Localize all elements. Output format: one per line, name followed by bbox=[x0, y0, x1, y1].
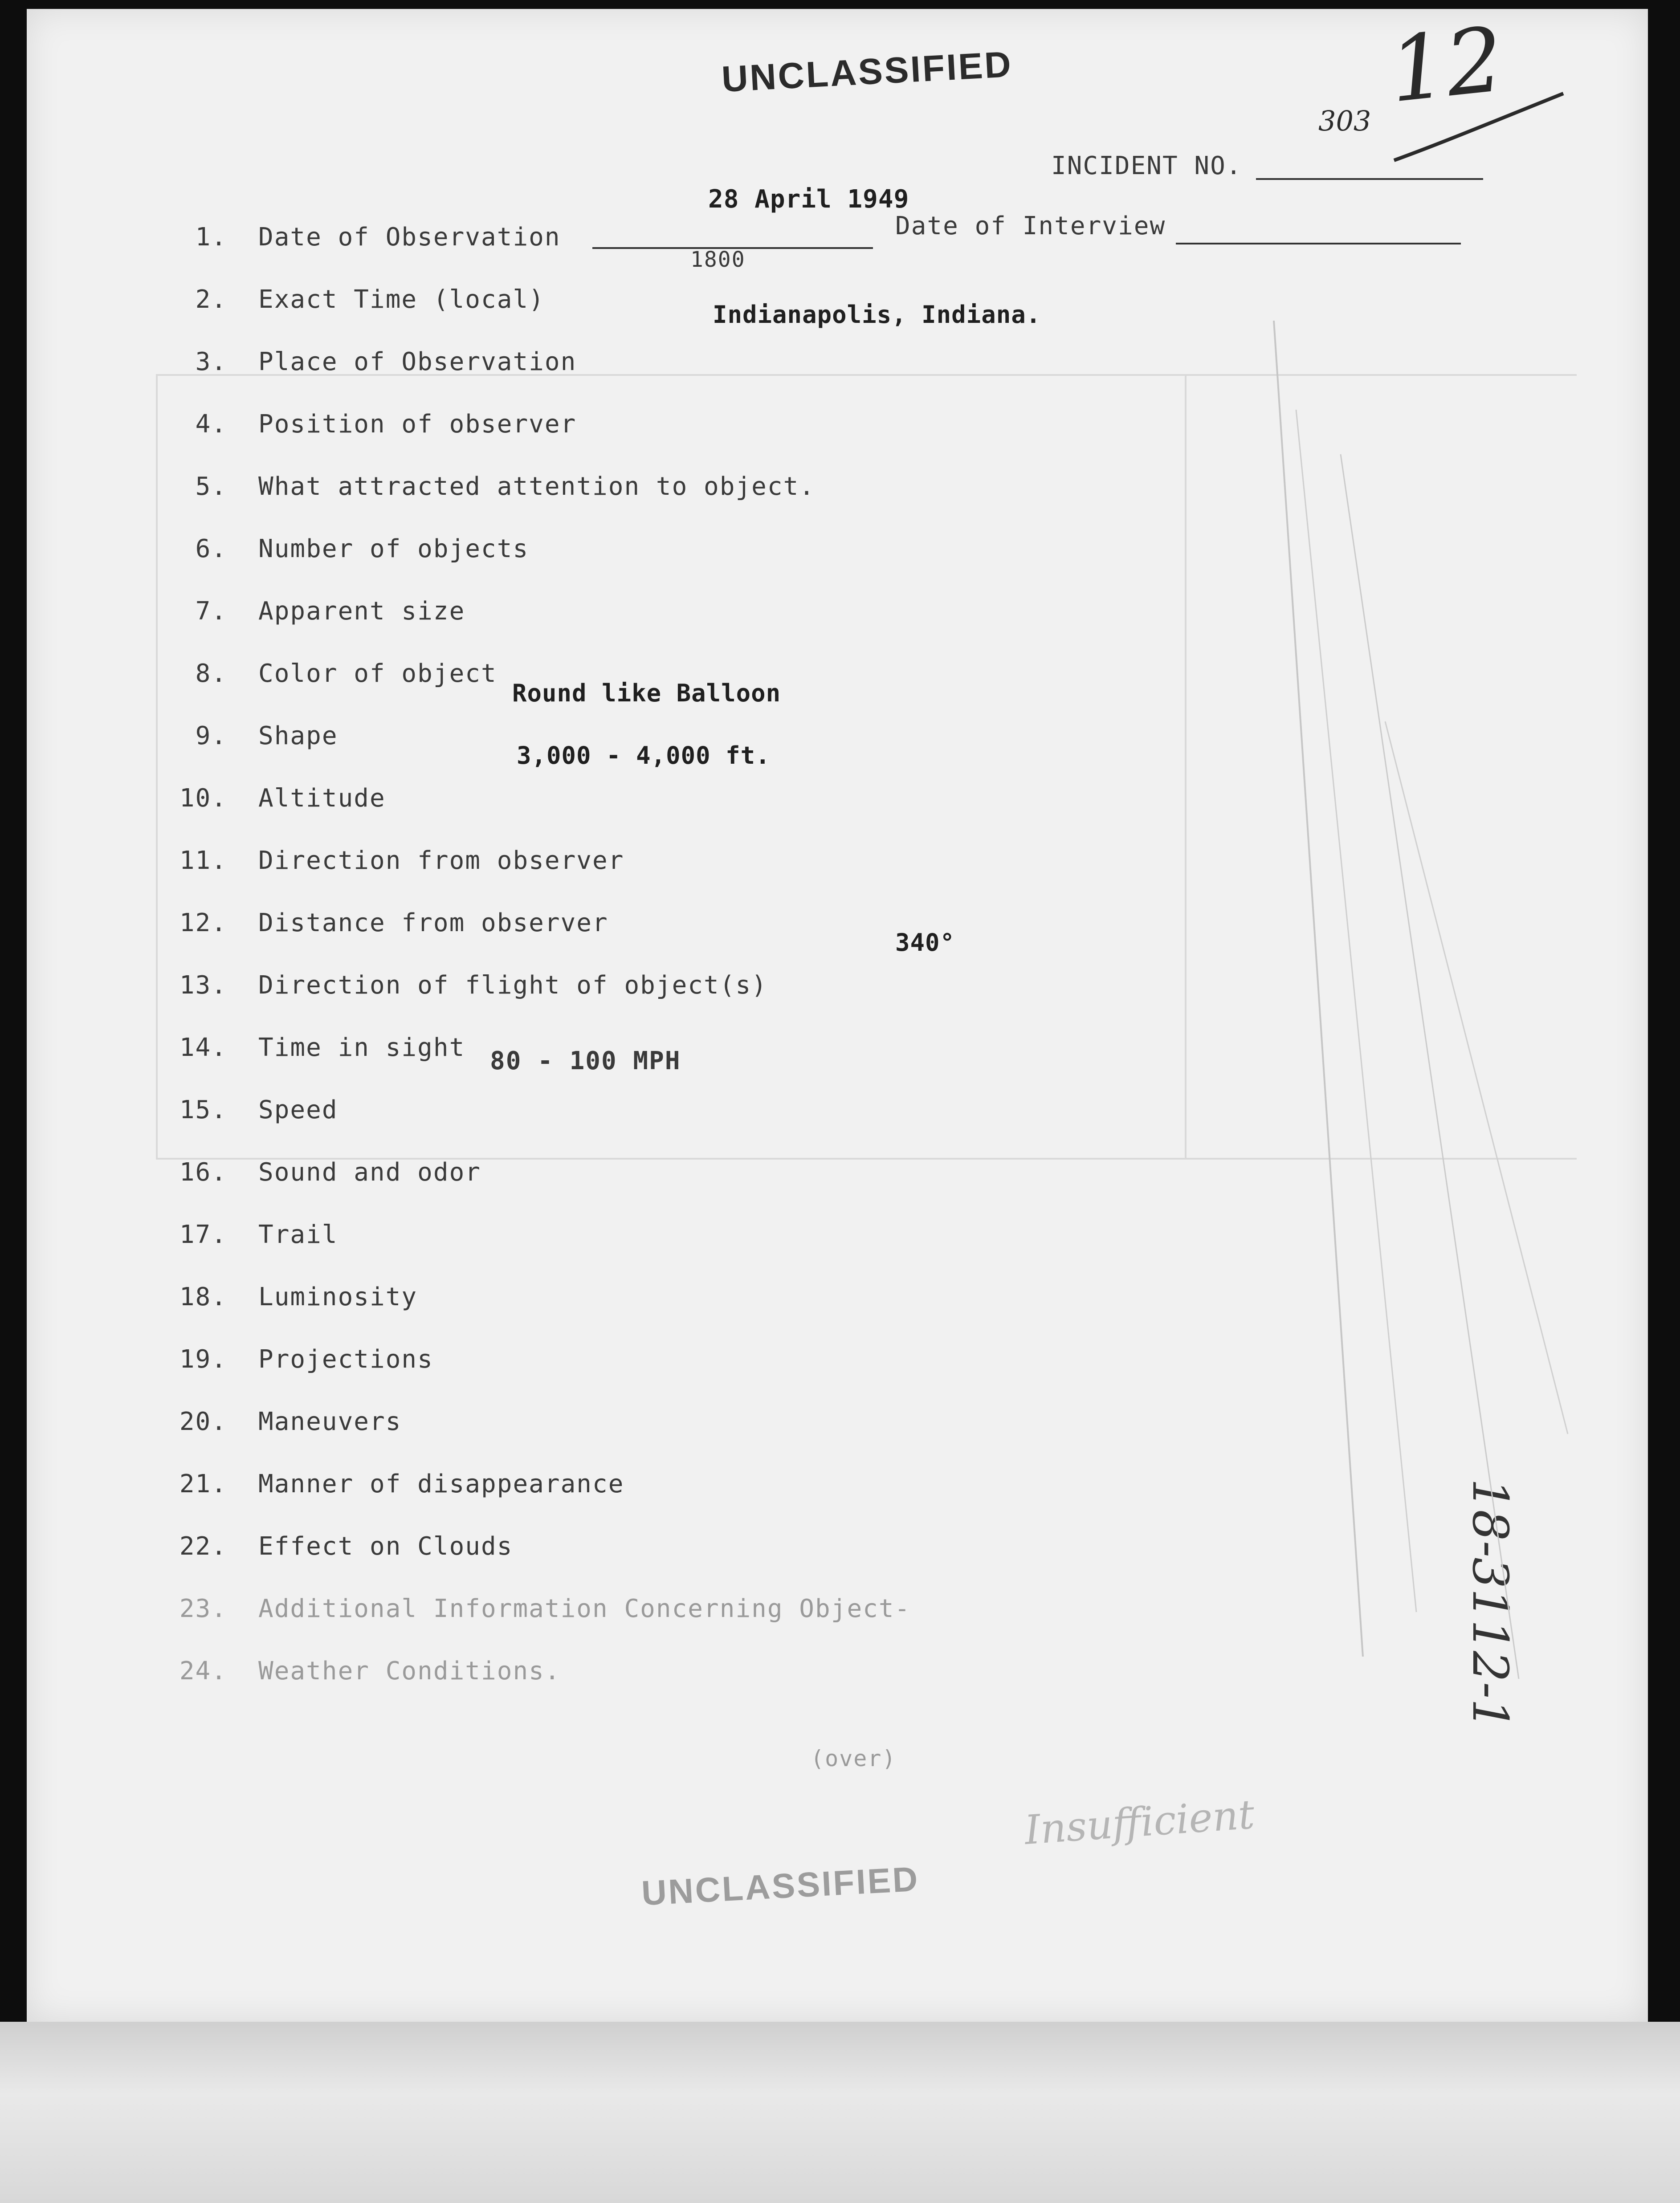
question-row bbox=[178, 1470, 624, 1499]
question-row bbox=[178, 1220, 338, 1249]
question-label: Sound and odor bbox=[258, 1158, 481, 1187]
small-handwritten-number: 303 bbox=[1318, 105, 1371, 137]
question-label: Time in sight bbox=[258, 1033, 465, 1062]
question-label: Direction from observer bbox=[258, 846, 624, 875]
question-number: 11. bbox=[179, 846, 227, 875]
date-interview-label: Date of Interview bbox=[895, 212, 1166, 240]
question-label: Weather Conditions. bbox=[258, 1657, 561, 1686]
altitude-answer: 3,000 - 4,000 ft. bbox=[517, 741, 771, 770]
classification-stamp-bottom: UNCLASSIFIED bbox=[640, 1859, 921, 1913]
question-row bbox=[178, 1345, 433, 1374]
question-number: 6. bbox=[195, 534, 227, 563]
question-label: Distance from observer bbox=[258, 908, 608, 937]
question-row bbox=[178, 1033, 465, 1062]
question-number: 9. bbox=[195, 721, 227, 750]
question-row bbox=[178, 223, 561, 252]
question-number: 10. bbox=[179, 784, 227, 813]
question-row bbox=[178, 347, 576, 376]
question-row bbox=[178, 971, 767, 1000]
question-number: 15. bbox=[179, 1095, 227, 1124]
question-label: What attracted attention to object. bbox=[258, 472, 816, 501]
question-row bbox=[178, 846, 624, 875]
question-row bbox=[178, 659, 497, 688]
question-label: Additional Information Concerning Object- bbox=[258, 1594, 911, 1623]
question-number: 23. bbox=[179, 1594, 227, 1623]
question-row bbox=[178, 597, 465, 626]
question-number: 20. bbox=[179, 1407, 227, 1436]
question-label: Exact Time (local) bbox=[258, 285, 545, 314]
scan-bottom-margin bbox=[0, 2022, 1680, 2203]
handwritten-insufficient-note: Insufficient bbox=[1023, 1791, 1256, 1854]
question-label: Manner of disappearance bbox=[258, 1470, 624, 1499]
question-label: Position of observer bbox=[258, 410, 577, 439]
date-interview-line bbox=[1176, 243, 1461, 244]
question-label: Maneuvers bbox=[258, 1407, 402, 1436]
question-number: 12. bbox=[179, 908, 227, 937]
question-label: Projections bbox=[258, 1345, 433, 1374]
question-row bbox=[178, 534, 529, 563]
shape-answer: Round like Balloon bbox=[512, 679, 781, 707]
incident-no-line bbox=[1256, 178, 1483, 180]
question-row bbox=[178, 1657, 561, 1686]
question-number: 4. bbox=[195, 410, 227, 439]
question-number: 14. bbox=[179, 1033, 227, 1062]
question-number: 22. bbox=[179, 1532, 227, 1561]
question-label: Shape bbox=[258, 721, 338, 750]
handwritten-stroke bbox=[1390, 89, 1568, 169]
ghost-line bbox=[156, 374, 158, 1158]
question-label: Color of object bbox=[258, 659, 497, 688]
incident-no-label: INCIDENT NO. bbox=[1051, 151, 1242, 180]
scratch-marks bbox=[1229, 321, 1630, 1701]
question-row bbox=[178, 1283, 417, 1311]
question-number: 8. bbox=[195, 659, 227, 688]
question-label: Number of objects bbox=[258, 534, 529, 563]
question-number: 3. bbox=[195, 347, 227, 376]
question-label: Effect on Clouds bbox=[258, 1532, 513, 1561]
question-number: 19. bbox=[179, 1345, 227, 1374]
question-number: 21. bbox=[179, 1470, 227, 1499]
question-row bbox=[178, 721, 338, 750]
handwritten-side-note: 18-3112-1 bbox=[1462, 1478, 1519, 1730]
document-page bbox=[27, 9, 1648, 2022]
question-number: 24. bbox=[179, 1657, 227, 1686]
ghost-line bbox=[1185, 374, 1187, 1158]
question-number: 16. bbox=[179, 1158, 227, 1187]
question-row bbox=[178, 285, 545, 314]
question-row bbox=[178, 1532, 513, 1561]
date-observation-answer: 28 April 1949 bbox=[708, 185, 909, 214]
question-label: Place of Observation bbox=[258, 347, 577, 376]
classification-stamp-top: UNCLASSIFIED bbox=[721, 44, 1014, 100]
question-label: Date of Observation bbox=[258, 223, 561, 252]
question-row bbox=[178, 410, 576, 439]
speed-answer: 80 - 100 MPH bbox=[490, 1047, 681, 1075]
question-number: 1. bbox=[195, 223, 227, 252]
question-row bbox=[178, 1594, 910, 1623]
question-number: 7. bbox=[195, 597, 227, 626]
place-answer: Indianapolis, Indiana. bbox=[713, 301, 1041, 329]
question-number: 17. bbox=[179, 1220, 227, 1249]
question-label: Altitude bbox=[258, 784, 386, 813]
question-label: Apparent size bbox=[258, 597, 465, 626]
question-label: Luminosity bbox=[258, 1283, 418, 1311]
question-label: Direction of flight of object(s) bbox=[258, 971, 767, 1000]
question-row bbox=[178, 1158, 481, 1187]
question-number: 18. bbox=[179, 1283, 227, 1311]
question-row bbox=[178, 1407, 401, 1436]
question-number: 5. bbox=[195, 472, 227, 501]
exact-time-answer: 1800 bbox=[690, 247, 746, 272]
over-note: (over) bbox=[811, 1746, 897, 1771]
question-label: Trail bbox=[258, 1220, 338, 1249]
question-number: 13. bbox=[179, 971, 227, 1000]
handwritten-page-number: 12 bbox=[1384, 8, 1508, 123]
question-number: 2. bbox=[195, 285, 227, 314]
direction-answer: 340° bbox=[895, 928, 955, 957]
question-row bbox=[178, 908, 608, 937]
question-row bbox=[178, 472, 815, 501]
question-row bbox=[178, 1095, 338, 1124]
question-row bbox=[178, 784, 386, 813]
question-label: Speed bbox=[258, 1095, 338, 1124]
